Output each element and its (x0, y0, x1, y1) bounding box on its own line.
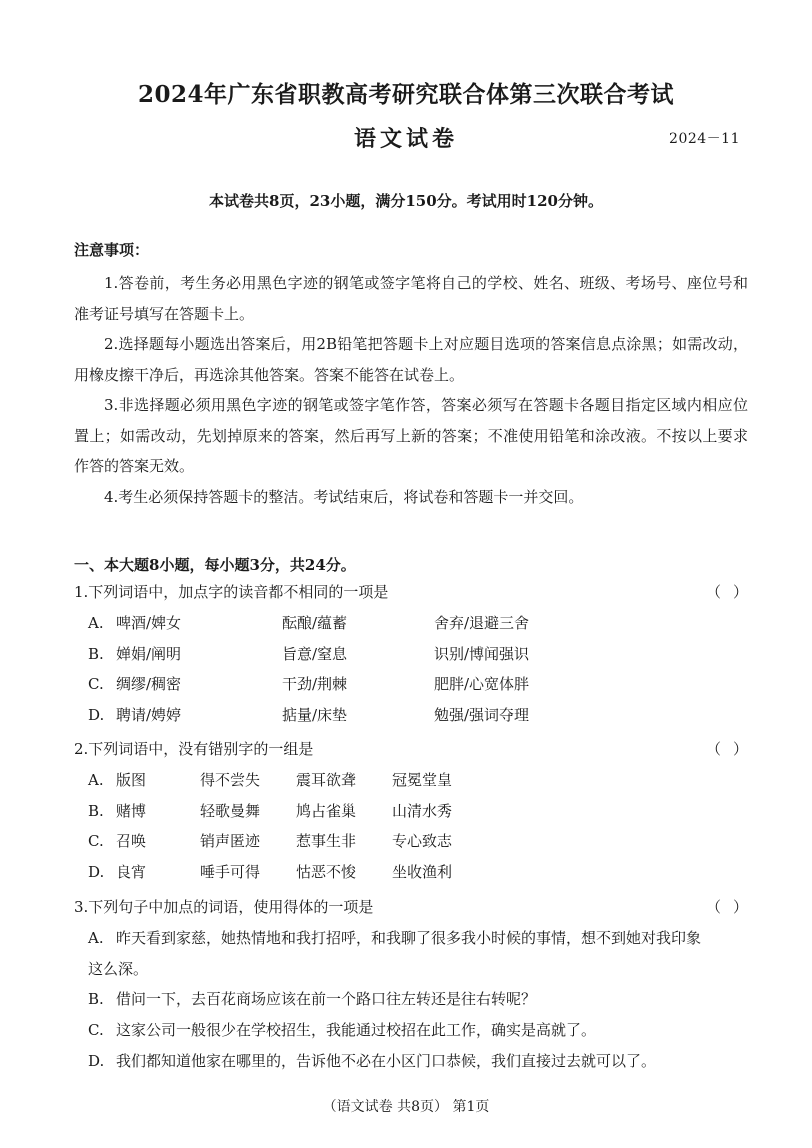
notice-list (74, 268, 748, 512)
notice-item: 4.考生必须保持答题卡的整洁。考试结束后，将试卷和答题卡一并交回。 (104, 487, 584, 506)
option-row: A. 昨天看到家慈，她热情地和我打招呼，和我聊了很多我小时候的事情，想不到她对我印象 (88, 928, 702, 947)
exam-title: 2024年广东省职教高考研究联合体第三次联合考试 (137, 81, 674, 108)
exam-summary: 本试卷共8页，23小题，满分150分。考试用时120分钟。 (209, 192, 603, 210)
exam-subtitle: 语文试卷 (353, 126, 458, 152)
question-2-stem: 2.下列词语中，没有错别字的一组是 (74, 740, 314, 758)
notice-item: 3.非选择题必须用黑色字迹的钢笔或签字笔作答，答案必须写在答题卡各题目指定区域内相应位置上；如需改动，先划掉原来的答案，然后再写上新的答案；不准使用铅笔和涂改液。不按以上要求作答的答案无效。 (74, 396, 748, 475)
option-row: C. 召唤 销声匿迹 惹事生非 专心致志 (88, 832, 453, 851)
question-2 (74, 734, 748, 888)
option-row: D. 良宵 唾手可得 怙恶不悛 坐收渔利 (88, 863, 453, 882)
question-stem (74, 892, 748, 923)
answer-parentheses: （ ） (706, 898, 748, 916)
question-1 (74, 577, 748, 731)
option-row: B. 借问一下，去百花商场应该在前一个路口往左转还是往右转呢？ (88, 990, 537, 1009)
question-stem (74, 577, 748, 608)
exam-date: 2024－11 (669, 131, 740, 147)
notice-item: 1.答卷前，考生务必用黑色字迹的钢笔或签字笔将自己的学校、姓名、班级、考场号、座位号和准考证号填写在答题卡上。 (74, 274, 748, 323)
section-heading: 一、本大题8小题，每小题3分，共24分。 (74, 556, 356, 574)
option-row-continuation: 这么深。 (88, 959, 149, 978)
option-row: A. 版图 得不尝失 震耳欲聋 冠冕堂皇 (88, 770, 453, 789)
option-row: B. 婵娟/阐明 旨意/窒息 识别/博闻强识 (88, 644, 530, 663)
answer-parentheses: （ ） (706, 740, 748, 758)
notice-heading: 注意事项： (74, 241, 150, 259)
answer-parentheses: （ ） (706, 583, 748, 601)
option-row: B. 赌博 轻歌曼舞 鸠占雀巢 山清水秀 (88, 801, 453, 820)
question-1-stem: 1.下列词语中，加点字的读音都不相同的一项是 (74, 583, 389, 601)
option-row: A. 啤酒/婢女 酝酿/蕴蓄 舍弃/退避三舍 (88, 613, 530, 632)
notice-item: 2.选择题每小题选出答案后，用2B铅笔把答题卡上对应题目选项的答案信息点涂黑；如需改动，用橡皮擦干净后，再选涂其他答案。答案不能答在试卷上。 (74, 335, 748, 384)
question-stem (74, 734, 748, 765)
option-row: D. 聘请/娉婷 掂量/床垫 勉强/强词夺理 (88, 706, 530, 725)
option-row: C. 这家公司一般很少在学校招生，我能通过校招在此工作，确实是高就了。 (88, 1021, 597, 1040)
option-row: C. 绸缪/稠密 干劲/荆棘 肥胖/心宽体胖 (88, 675, 530, 694)
question-3 (74, 892, 748, 1077)
page-footer: （语文试卷 共8页） 第1页 (322, 1099, 490, 1115)
question-3-stem: 3.下列句子中加点的词语，使用得体的一项是 (74, 898, 374, 916)
option-row: D. 我们都知道他家在哪里的，告诉他不必在小区门口恭候，我们直接过去就可以了。 (88, 1051, 657, 1070)
